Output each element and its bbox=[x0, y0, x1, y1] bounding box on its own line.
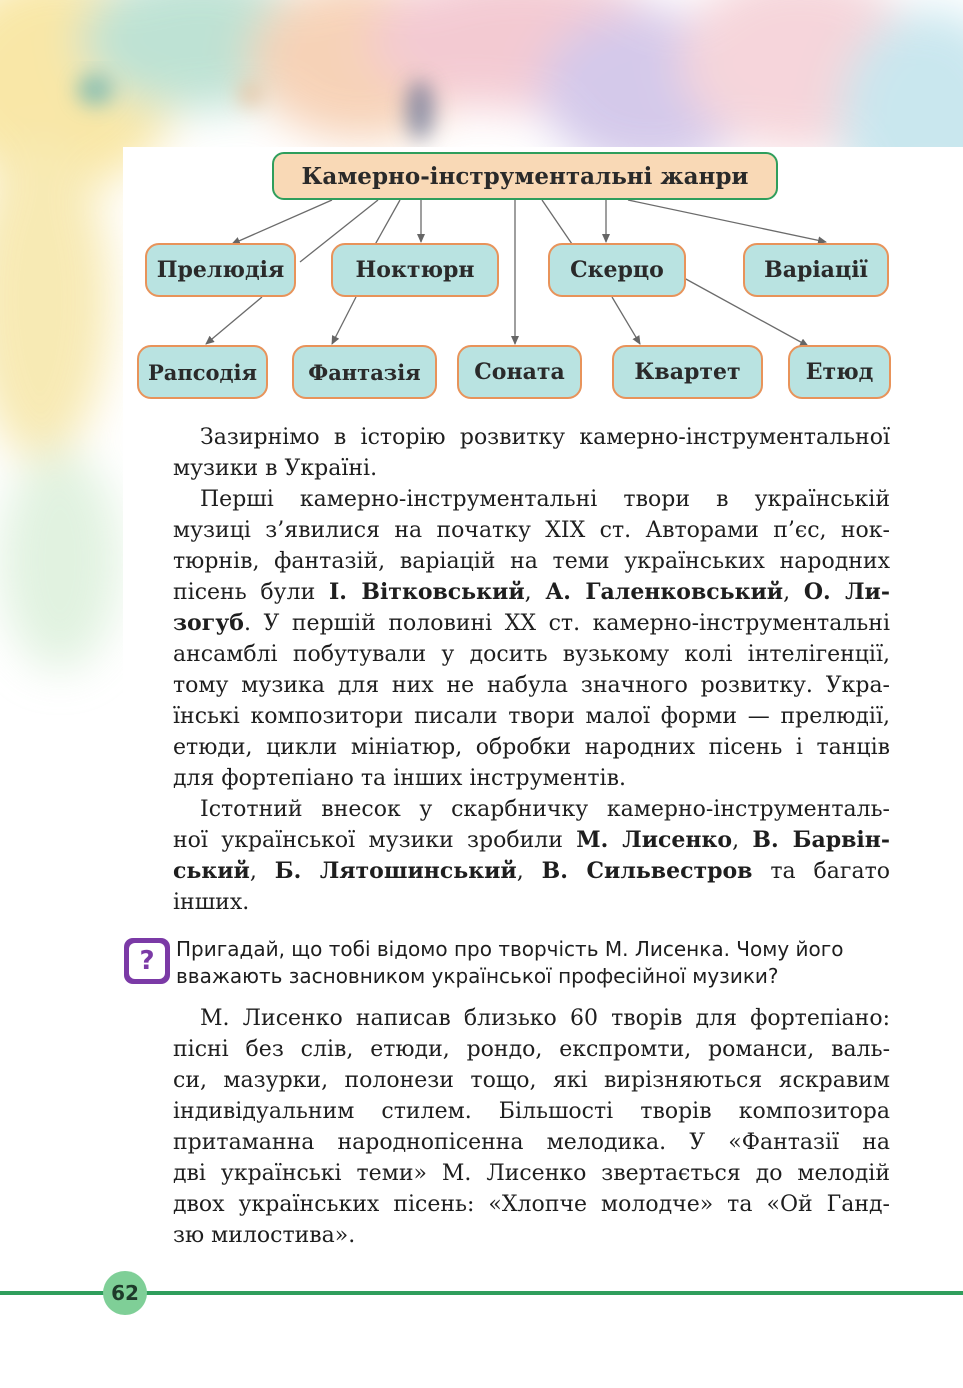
composer-name: зогуб bbox=[173, 610, 244, 636]
text-line: си, мазурки, полонези тощо, які вирізняються яскравим bbox=[173, 1068, 890, 1093]
composer-name: О. Ли- bbox=[803, 579, 890, 605]
genre-node-fantasia: Фантазія bbox=[292, 345, 437, 399]
text-line: музиці з’явилися на початку XIX ст. Авторами п’єс, нок- bbox=[173, 518, 890, 543]
text-line: Істотний внесок у скарбничку камерно-інструменталь- bbox=[200, 797, 890, 822]
text-fragment: , bbox=[732, 828, 753, 853]
genre-node-sonata: Соната bbox=[457, 345, 582, 399]
text-line: музики в Україні. bbox=[173, 456, 378, 481]
text-line: зю милостива». bbox=[173, 1223, 356, 1248]
genre-node-prelude: Прелюдія bbox=[145, 243, 296, 297]
text-line: пісні без слів, етюди, рондо, експромти, романси, валь- bbox=[173, 1037, 890, 1062]
paragraph-intro bbox=[173, 422, 890, 484]
text-line: Зазирнімо в історію розвитку камерно-інструментальної bbox=[200, 425, 890, 450]
text-fragment: та багато bbox=[752, 859, 890, 884]
text-fragment: , bbox=[516, 859, 542, 884]
question-mark-icon: ? bbox=[129, 943, 165, 979]
text-line: дві українські теми» М. Лисенко звертається до мелодій bbox=[173, 1161, 890, 1186]
text-line: для фортепіано та інших інструментів. bbox=[173, 766, 626, 791]
genre-node-etude: Етюд bbox=[788, 345, 891, 399]
question-line: вважають засновником української професійної музики? bbox=[176, 964, 779, 988]
text-line bbox=[173, 577, 890, 608]
text-line: етюди, цикли мініатюр, обробки народних пісень і танців bbox=[173, 735, 890, 760]
text-line: М. Лисенко написав близько 60 творів для фортепіано: bbox=[200, 1006, 890, 1031]
text-line: тюрнів, фантазій, варіацій на теми українських народних bbox=[173, 549, 890, 574]
paragraph-contribution bbox=[173, 794, 890, 918]
composer-name: В. Барвін- bbox=[752, 827, 890, 853]
genre-node-nocturne: Ноктюрн bbox=[331, 243, 499, 297]
text-line: інших. bbox=[173, 890, 250, 915]
paragraph-history bbox=[173, 484, 890, 794]
text-line: Перші камерно-інструментальні твори в українській bbox=[200, 487, 890, 512]
text-line: індивідуальним стилем. Більшості творів композитора bbox=[173, 1099, 890, 1124]
composer-name: Б. Лятошинський bbox=[274, 858, 517, 884]
text-fragment: ної української музики зробили bbox=[173, 828, 577, 853]
genre-node-variations: Варіації bbox=[743, 243, 889, 297]
diagram-root-node: Камерно-інструментальні жанри bbox=[272, 152, 778, 200]
text-line: двох українських пісень: «Хлопче молодче» та «Ой Ганд- bbox=[173, 1192, 890, 1217]
text-line: притаманна народнопісенна мелодика. У «Фантазії на bbox=[173, 1130, 890, 1155]
genre-node-rhapsody: Рапсодія bbox=[137, 345, 268, 399]
paragraph-lysenko bbox=[173, 1003, 890, 1251]
text-fragment: , bbox=[524, 580, 546, 605]
genre-node-scherzo: Скерцо bbox=[548, 243, 686, 297]
composer-name: М. Лисенко bbox=[576, 827, 733, 853]
question-prompt bbox=[176, 936, 896, 990]
genre-node-quartet: Квартет bbox=[612, 345, 763, 399]
composer-name: І. Вітковський bbox=[329, 579, 525, 605]
text-fragment: пісень були bbox=[173, 580, 329, 605]
text-line: їнські композитори писали твори малої форми — прелюдії, bbox=[173, 704, 890, 729]
text-fragment: . У першій половині XX ст. камерно-інструментальні bbox=[243, 611, 890, 636]
text-line bbox=[173, 825, 890, 856]
text-fragment: , bbox=[249, 859, 275, 884]
composer-name: ський bbox=[173, 858, 250, 884]
page-number: 62 bbox=[103, 1271, 147, 1315]
text-line: ансамблі побутували у досить вузькому колі інтелігенції, bbox=[173, 642, 890, 667]
text-line bbox=[173, 856, 890, 887]
composer-name: А. Галенковський bbox=[545, 579, 784, 605]
text-line: тому музика для них не набула значного розвитку. Укра- bbox=[173, 673, 890, 698]
composer-name: В. Сильвестров bbox=[541, 858, 753, 884]
question-line: Пригадай, що тобі відомо про творчість М. Лисенка. Чому його bbox=[176, 937, 844, 961]
text-line bbox=[173, 608, 890, 639]
text-fragment: , bbox=[783, 580, 804, 605]
question-icon bbox=[124, 938, 170, 984]
